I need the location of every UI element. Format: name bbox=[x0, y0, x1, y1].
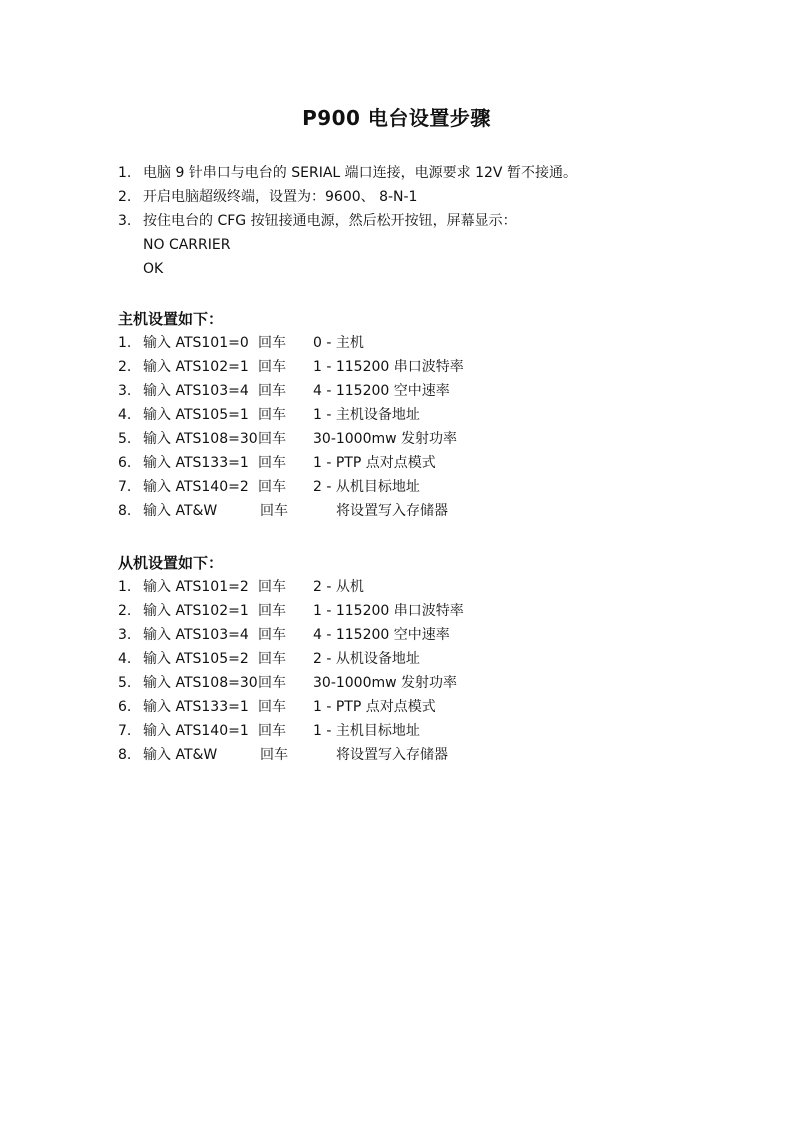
row-enter: 回车 bbox=[258, 579, 286, 595]
slave-row bbox=[118, 743, 738, 767]
row-description: 30-1000mw 发射功率 bbox=[313, 675, 458, 691]
intro-step bbox=[118, 209, 738, 233]
row-command: 输入 ATS101=2 bbox=[143, 579, 249, 595]
master-row bbox=[118, 403, 738, 427]
slave-row bbox=[118, 719, 738, 743]
step-number: 1. bbox=[118, 165, 132, 181]
row-command: 输入 ATS108=30 bbox=[143, 675, 258, 691]
row-description: 1 - 主机设备地址 bbox=[313, 407, 420, 423]
row-description: 1 - PTP 点对点模式 bbox=[313, 699, 436, 715]
row-command: 输入 ATS140=1 bbox=[143, 723, 249, 739]
row-number: 4. bbox=[118, 407, 132, 423]
row-number: 3. bbox=[118, 383, 132, 399]
step-number: 2. bbox=[118, 189, 132, 205]
row-description: 2 - 从机目标地址 bbox=[313, 479, 420, 495]
master-row bbox=[118, 499, 738, 523]
row-enter: 回车 bbox=[260, 503, 288, 519]
slave-row bbox=[118, 623, 738, 647]
row-command: 输入 ATS133=1 bbox=[143, 455, 249, 471]
screen-output-line bbox=[118, 233, 738, 257]
slave-heading: 从机设置如下： bbox=[118, 554, 224, 572]
row-description: 4 - 115200 空中速率 bbox=[313, 383, 450, 399]
intro-steps bbox=[118, 161, 738, 281]
master-row bbox=[118, 427, 738, 451]
row-description: 2 - 从机 bbox=[313, 579, 364, 595]
row-number: 8. bbox=[118, 747, 132, 763]
row-number: 1. bbox=[118, 335, 132, 351]
row-description: 1 - PTP 点对点模式 bbox=[313, 455, 436, 471]
row-command: 输入 ATS101=0 bbox=[143, 335, 249, 351]
row-number: 5. bbox=[118, 675, 132, 691]
step-number: 3. bbox=[118, 213, 132, 229]
master-settings bbox=[118, 307, 738, 523]
row-command: 输入 ATS102=1 bbox=[143, 359, 249, 375]
row-description: 4 - 115200 空中速率 bbox=[313, 627, 450, 643]
row-enter: 回车 bbox=[258, 627, 286, 643]
row-description: 将设置写入存储器 bbox=[336, 747, 448, 763]
row-description: 1 - 115200 串口波特率 bbox=[313, 603, 464, 619]
master-row bbox=[118, 451, 738, 475]
row-description: 1 - 115200 串口波特率 bbox=[313, 359, 464, 375]
row-command: 输入 AT&W bbox=[143, 503, 218, 519]
row-enter: 回车 bbox=[258, 335, 286, 351]
page-title: P900 电台设置步骤 bbox=[302, 106, 491, 130]
row-number: 1. bbox=[118, 579, 132, 595]
master-row bbox=[118, 379, 738, 403]
row-enter: 回车 bbox=[258, 359, 286, 375]
row-number: 2. bbox=[118, 603, 132, 619]
row-enter: 回车 bbox=[258, 651, 286, 667]
step-text: 按住电台的 CFG 按钮接通电源，然后松开按钮，屏幕显示： bbox=[143, 213, 517, 229]
row-number: 7. bbox=[118, 479, 132, 495]
step-text: 电脑 9 针串口与电台的 SERIAL 端口连接，电源要求 12V 暂不接通。 bbox=[143, 165, 577, 181]
master-row bbox=[118, 331, 738, 355]
row-command: 输入 ATS105=2 bbox=[143, 651, 249, 667]
master-row bbox=[118, 355, 738, 379]
row-enter: 回车 bbox=[258, 723, 286, 739]
row-enter: 回车 bbox=[258, 699, 286, 715]
master-row bbox=[118, 475, 738, 499]
row-enter: 回车 bbox=[258, 407, 286, 423]
row-number: 3. bbox=[118, 627, 132, 643]
step-text: 开启电脑超级终端，设置为：9600、 8-N-1 bbox=[143, 189, 418, 205]
row-command: 输入 ATS133=1 bbox=[143, 699, 249, 715]
intro-step bbox=[118, 161, 738, 185]
row-command: 输入 ATS103=4 bbox=[143, 383, 249, 399]
row-enter: 回车 bbox=[258, 603, 286, 619]
row-command: 输入 ATS140=2 bbox=[143, 479, 249, 495]
row-enter: 回车 bbox=[258, 455, 286, 471]
slave-row bbox=[118, 575, 738, 599]
row-number: 6. bbox=[118, 455, 132, 471]
slave-row bbox=[118, 671, 738, 695]
screen-output-text: OK bbox=[143, 261, 164, 277]
screen-output-line bbox=[118, 257, 738, 281]
slave-row bbox=[118, 695, 738, 719]
row-command: 输入 ATS103=4 bbox=[143, 627, 249, 643]
slave-row bbox=[118, 599, 738, 623]
slave-row bbox=[118, 647, 738, 671]
row-description: 将设置写入存储器 bbox=[336, 503, 448, 519]
row-enter: 回车 bbox=[258, 431, 286, 447]
row-command: 输入 ATS102=1 bbox=[143, 603, 249, 619]
row-description: 1 - 主机目标地址 bbox=[313, 723, 420, 739]
row-enter: 回车 bbox=[258, 383, 286, 399]
row-enter: 回车 bbox=[258, 479, 286, 495]
row-number: 2. bbox=[118, 359, 132, 375]
row-command: 输入 ATS105=1 bbox=[143, 407, 249, 423]
row-enter: 回车 bbox=[258, 675, 286, 691]
row-number: 8. bbox=[118, 503, 132, 519]
intro-step bbox=[118, 185, 738, 209]
row-command: 输入 AT&W bbox=[143, 747, 218, 763]
slave-settings bbox=[118, 551, 738, 767]
row-enter: 回车 bbox=[260, 747, 288, 763]
row-number: 4. bbox=[118, 651, 132, 667]
row-description: 30-1000mw 发射功率 bbox=[313, 431, 458, 447]
master-heading: 主机设置如下： bbox=[118, 310, 224, 328]
row-number: 7. bbox=[118, 723, 132, 739]
row-description: 0 - 主机 bbox=[313, 335, 364, 351]
row-description: 2 - 从机设备地址 bbox=[313, 651, 420, 667]
row-number: 6. bbox=[118, 699, 132, 715]
screen-output-text: NO CARRIER bbox=[143, 237, 231, 253]
row-command: 输入 ATS108=30 bbox=[143, 431, 258, 447]
row-number: 5. bbox=[118, 431, 132, 447]
